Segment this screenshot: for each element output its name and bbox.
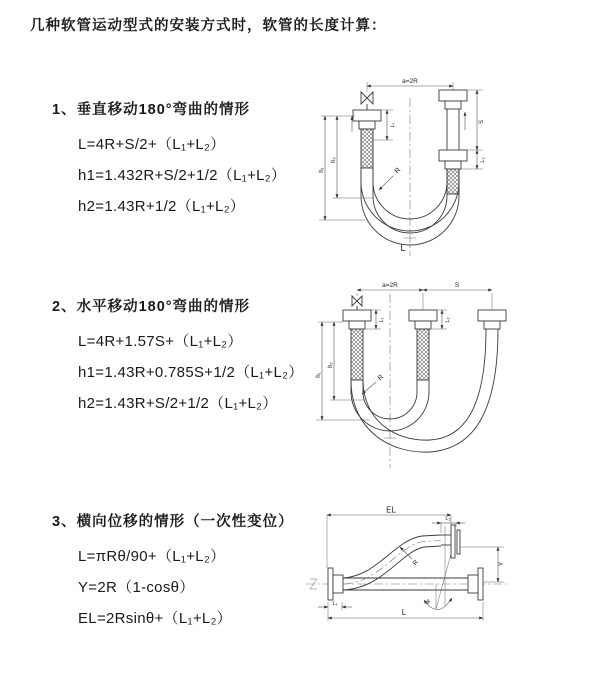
formula-line: h1=1.432R+S/2+1/2（L₁+L₂） <box>78 167 287 184</box>
page-title: 几种软管运动型式的安装方式时，软管的长度计算： <box>30 18 387 34</box>
dim-label-l2: L₂ <box>445 317 451 323</box>
section-3 <box>52 510 294 634</box>
dim-label-h1: h₁ <box>319 167 325 173</box>
dim-label-l2: L₂ <box>480 157 486 163</box>
valve-icon <box>352 296 362 310</box>
section-1-heading: 1、垂直移动180°弯曲的情形 <box>52 102 251 118</box>
dim-label-a2r: a=2R <box>382 282 398 289</box>
dim-label-h2: h₂ <box>331 157 337 163</box>
hose-fitting-left <box>343 310 371 380</box>
section-3-formulas <box>52 541 294 634</box>
formula-line: h1=1.43R+0.785S+1/2（L₁+L₂） <box>78 364 304 381</box>
dim-label-r: R <box>376 373 386 383</box>
flange-upper-displaced <box>441 525 460 558</box>
dim-label-el: EL <box>386 506 396 515</box>
flange-left <box>328 568 343 600</box>
dim-label-l: L <box>401 608 407 617</box>
dim-label-l1: L₁ <box>390 122 396 128</box>
dim-label-h1: h₁ <box>316 372 322 378</box>
dim-label-l: L <box>400 243 406 253</box>
formula-line: L=4R+S/2+（L₁+L₂） <box>78 136 226 153</box>
lateral-displacement-diagram <box>298 506 598 631</box>
dim-label-l1: L₁ <box>379 317 385 323</box>
braided-section <box>361 129 373 168</box>
hose-fitting-right <box>478 310 506 329</box>
hose-fitting-middle <box>409 310 437 380</box>
hose-fitting-right-lower <box>439 150 467 194</box>
formula-line: L=4R+1.57S+（L₁+L₂） <box>78 333 243 350</box>
formula-line: h2=1.43R+S/2+1/2（L₁+L₂） <box>78 395 278 412</box>
dim-label-l1: L₁ <box>332 601 338 607</box>
dim-label-theta: θ <box>426 600 430 606</box>
dim-label-r: R <box>411 558 421 568</box>
dim-label-a2r: a=2R <box>402 78 418 85</box>
formula-line: Y=2R（1-cosθ） <box>78 579 195 596</box>
dim-label-h2: h₂ <box>328 362 334 368</box>
dim-label-r: R <box>393 166 403 176</box>
hose-fitting-left <box>353 110 381 168</box>
braided-section <box>417 329 429 380</box>
horizontal-180-bend-diagram <box>310 280 590 475</box>
formula-line: L=πRθ/90+（L₁+L₂） <box>78 548 226 565</box>
flange-right <box>468 568 483 600</box>
valve-icon <box>361 92 373 110</box>
dim-label-l2: L₂ <box>445 516 451 522</box>
dim-label-s: S <box>479 119 485 125</box>
section-1-formulas <box>52 129 286 222</box>
section-3-heading: 3、横向位移的情形（一次性变位） <box>52 514 294 530</box>
formula-line: h2=1.43R+1/2（L₁+L₂） <box>78 198 246 215</box>
section-2-heading: 2、水平移动180°弯曲的情形 <box>52 299 251 315</box>
dim-label-s: S <box>454 282 460 289</box>
formula-line: EL=2Rsinθ+（L₁+L₂） <box>78 610 232 627</box>
section-1 <box>52 98 286 222</box>
dim-label-y: Y <box>498 561 505 567</box>
braided-section <box>447 169 459 194</box>
hose-fitting-right-upper <box>439 90 467 109</box>
braided-section <box>351 329 363 380</box>
section-2 <box>52 295 304 419</box>
section-2-formulas <box>52 326 304 419</box>
vertical-180-bend-diagram <box>315 70 590 262</box>
